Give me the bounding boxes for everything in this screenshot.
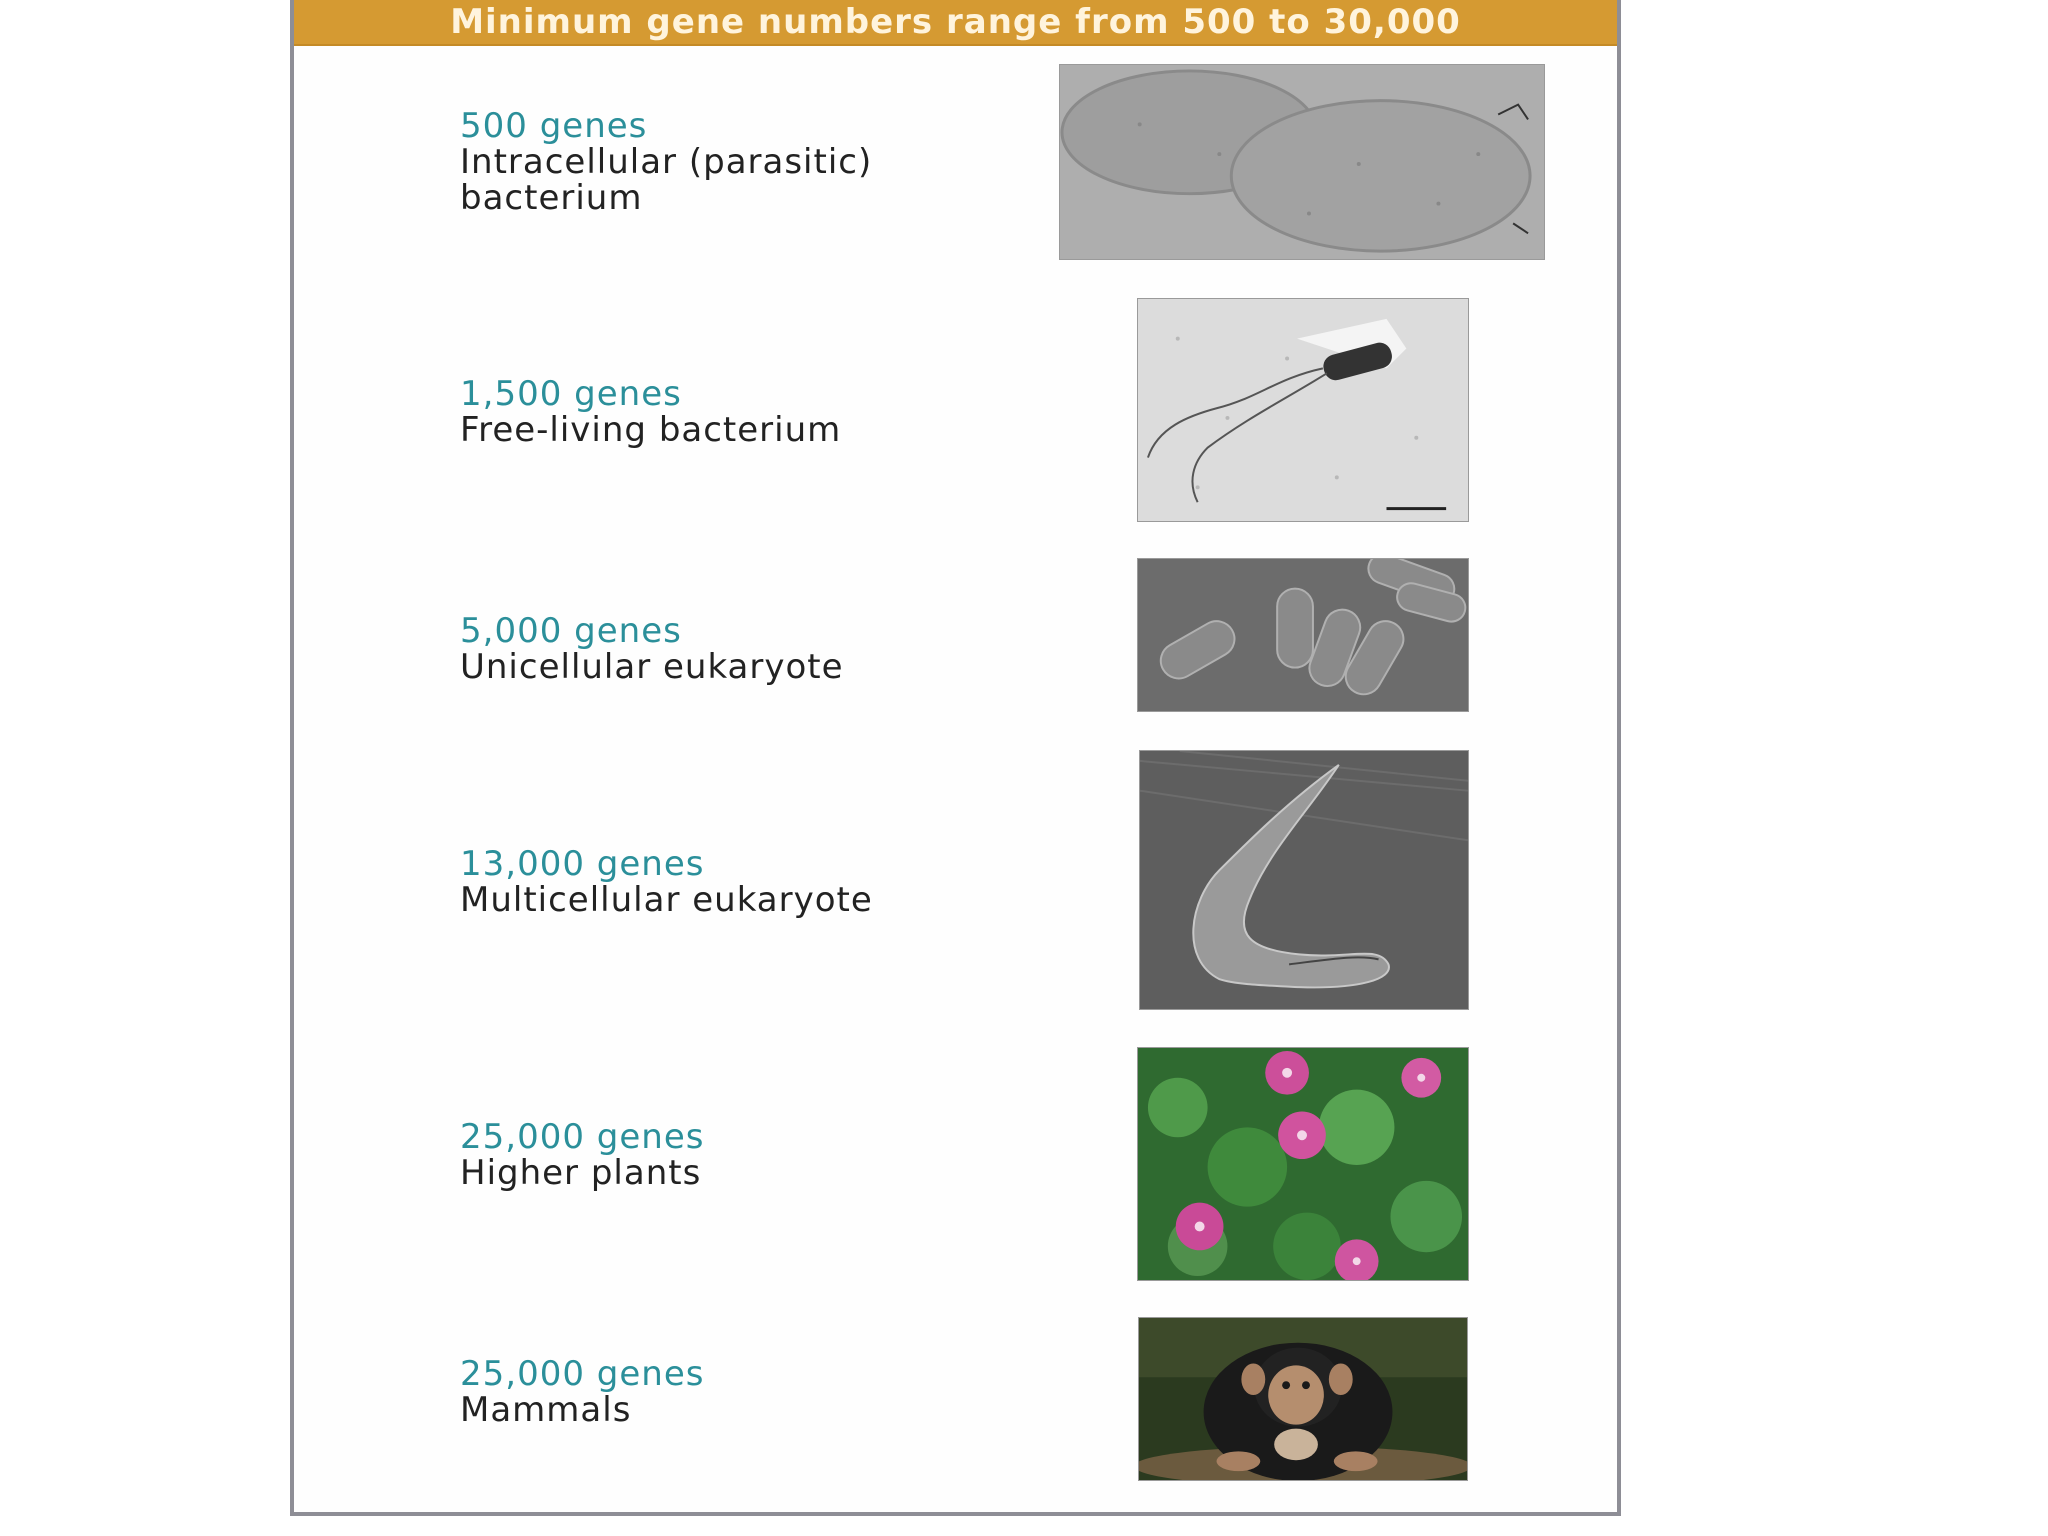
gene-count-2: 1,500 genes bbox=[460, 374, 682, 414]
row-label-1 bbox=[460, 108, 872, 216]
nematode-worm-image bbox=[1139, 750, 1469, 1010]
flagellated-bacterium-image bbox=[1137, 298, 1469, 522]
row-label-6 bbox=[460, 1356, 704, 1428]
figure-title: Minimum gene numbers range from 500 to 30,000 bbox=[450, 2, 1461, 42]
row-label-3 bbox=[460, 613, 844, 685]
row-label-2 bbox=[460, 376, 841, 448]
row-label-4 bbox=[460, 846, 873, 918]
organism-desc-6: Mammals bbox=[460, 1390, 632, 1430]
yeast-cells-image bbox=[1137, 558, 1469, 712]
pink-flowers-image bbox=[1137, 1047, 1469, 1281]
title-banner bbox=[294, 0, 1617, 46]
organism-desc-1a: Intracellular (parasitic) bbox=[460, 142, 873, 182]
parasitic-bacterium-image bbox=[1059, 64, 1545, 260]
organism-desc-5: Higher plants bbox=[460, 1153, 702, 1193]
gene-count-6: 25,000 genes bbox=[460, 1354, 705, 1394]
gene-count-1: 500 genes bbox=[460, 106, 648, 146]
chimpanzee-image bbox=[1138, 1317, 1468, 1481]
organism-desc-2: Free-living bacterium bbox=[460, 410, 842, 450]
row-label-5 bbox=[460, 1119, 704, 1191]
gene-count-4: 13,000 genes bbox=[460, 844, 705, 884]
organism-desc-4: Multicellular eukaryote bbox=[460, 880, 873, 920]
gene-count-3: 5,000 genes bbox=[460, 611, 682, 651]
organism-desc-1b: bacterium bbox=[460, 178, 643, 218]
figure-panel bbox=[290, 0, 1621, 1516]
organism-desc-3: Unicellular eukaryote bbox=[460, 647, 844, 687]
gene-count-5: 25,000 genes bbox=[460, 1117, 705, 1157]
